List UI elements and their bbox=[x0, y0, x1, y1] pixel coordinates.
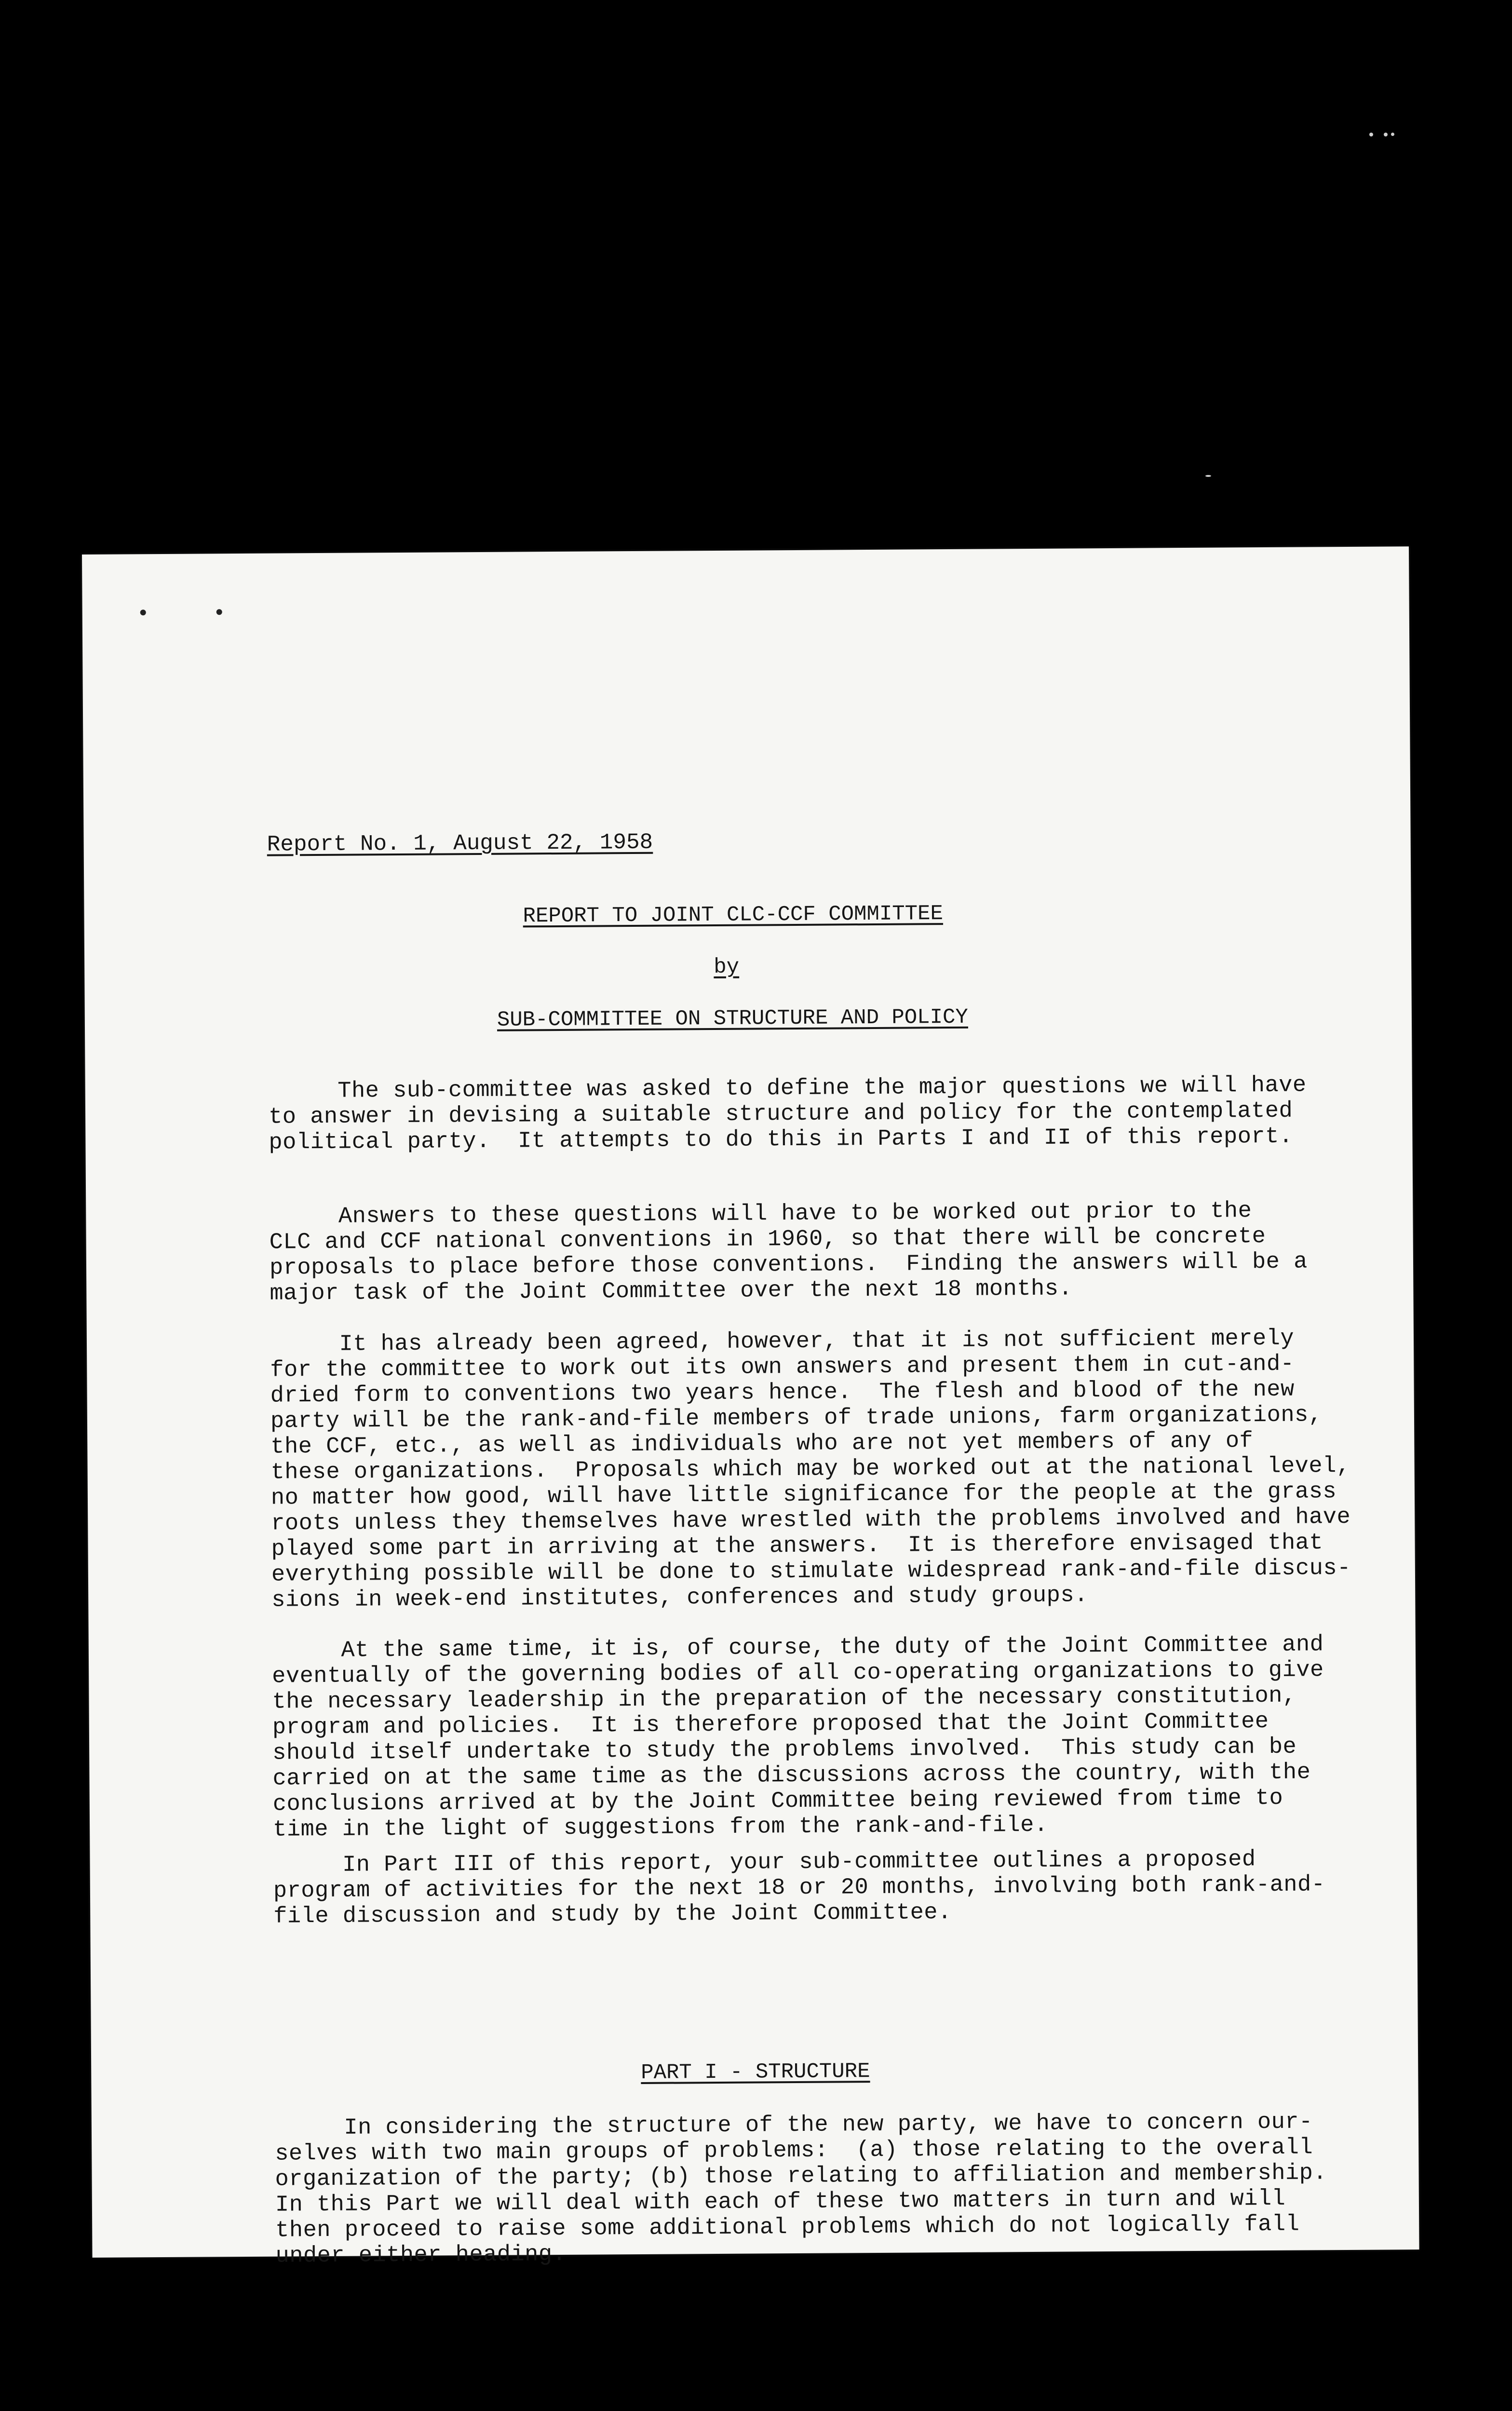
text-line: then proceed to raise some additional problems which do not logically fall bbox=[275, 2211, 1300, 2244]
text-line: program and policies. It is therefore proposed that the Joint Committee bbox=[272, 1709, 1269, 1741]
report-by: by bbox=[714, 955, 740, 980]
text-line: conclusions arrived at by the Joint Committee being reviewed from time to bbox=[272, 1785, 1283, 1817]
text-line: In considering the structure of the new party, we have to concern our- bbox=[274, 2109, 1313, 2141]
text-line: political party. It attempts to do this in Parts I and II of this report. bbox=[269, 1124, 1293, 1156]
report-subtitle: SUB-COMMITTEE ON STRUCTURE AND POLICY bbox=[497, 1005, 969, 1032]
text-line: program of activities for the next 18 or 20 months, involving both rank-and- bbox=[273, 1872, 1325, 1904]
text-line: the necessary leadership in the preparation of the necessary constitution, bbox=[272, 1683, 1296, 1715]
text-line: carried on at the same time as the discussions across the country, with the bbox=[272, 1760, 1311, 1792]
text-line: played some part in arriving at the answers. It is therefore envisaged that bbox=[271, 1530, 1323, 1562]
text-line: organization of the party; (b) those relating to affiliation and membership. bbox=[275, 2160, 1327, 2193]
text-line: the CCF, etc., as well as individuals who are not yet members of any of bbox=[270, 1428, 1254, 1460]
document-body bbox=[266, 735, 1351, 2269]
text-line: The sub-committee was asked to define the major questions we will have bbox=[268, 1072, 1307, 1105]
text-line: roots unless they themselves have wrestled with the problems involved and have bbox=[271, 1504, 1351, 1537]
text-line: file discussion and study by the Joint Committee. bbox=[273, 1900, 952, 1930]
text-line: In Part III of this report, your sub-committee outlines a proposed bbox=[273, 1847, 1256, 1879]
text-line: At the same time, it is, of course, the duty of the Joint Committee and bbox=[271, 1632, 1324, 1664]
paragraph-1 bbox=[268, 1072, 1307, 1156]
paragraph-4 bbox=[271, 1632, 1324, 1843]
report-reference: Report No. 1, August 22, 1958 bbox=[267, 829, 653, 857]
film-speck bbox=[1391, 133, 1394, 136]
report-title: REPORT TO JOINT CLC-CCF COMMITTEE bbox=[523, 902, 944, 929]
text-line: CLC and CCF national conventions in 1960, so that there will be concrete bbox=[269, 1224, 1266, 1256]
paragraph-6 bbox=[274, 2109, 1327, 2269]
paragraph-5 bbox=[273, 1847, 1325, 1930]
film-speck bbox=[1384, 133, 1388, 136]
text-line: proposals to place before those conventions. Finding the answers will be a bbox=[269, 1249, 1308, 1281]
text-line: party will be the rank-and-file members of trade unions, farm organizations, bbox=[270, 1402, 1323, 1435]
text-line: under either heading. bbox=[275, 2241, 567, 2269]
text-line: for the committee to work out its own answers and present them in cut-and- bbox=[270, 1351, 1295, 1383]
text-line: eventually of the governing bodies of all co-operating organizations to give bbox=[272, 1657, 1324, 1690]
text-line: It has already been agreed, however, that it is not sufficient merely bbox=[270, 1326, 1295, 1358]
text-line: no matter how good, will have little significance for the people at the grass bbox=[270, 1479, 1337, 1511]
film-speck bbox=[1205, 475, 1211, 477]
text-line: should itself undertake to study the problems involved. This study can be bbox=[272, 1734, 1297, 1766]
text-line: these organizations. Proposals which may be worked out at the national level, bbox=[270, 1453, 1350, 1486]
text-line: dried form to conventions two years hence. The flesh and blood of the new bbox=[270, 1377, 1295, 1409]
text-line: time in the light of suggestions from the rank-and-file. bbox=[273, 1812, 1048, 1843]
paragraph-2 bbox=[269, 1198, 1308, 1307]
text-line: everything possible will be done to stimulate widespread rank-and-file discus- bbox=[271, 1555, 1351, 1588]
text-line: Answers to these questions will have to be worked out prior to the bbox=[269, 1198, 1252, 1230]
punch-mark bbox=[140, 610, 146, 615]
text-line: selves with two main groups of problems: (a) those relating to the overall bbox=[275, 2135, 1313, 2167]
paragraph-3 bbox=[270, 1326, 1351, 1613]
text-line: In this Part we will deal with each of these two matters in turn and will bbox=[275, 2186, 1286, 2218]
text-line: major task of the Joint Committee over the next 18 months. bbox=[270, 1276, 1073, 1307]
text-line: to answer in devising a suitable structure and policy for the contemplated bbox=[268, 1098, 1293, 1130]
part-heading: PART I - STRUCTURE bbox=[641, 2059, 870, 2085]
document-page bbox=[82, 546, 1419, 2269]
punch-mark bbox=[216, 609, 222, 615]
film-speck bbox=[1369, 133, 1373, 136]
text-line: sions in week-end institutes, conferences and study groups. bbox=[271, 1583, 1088, 1613]
